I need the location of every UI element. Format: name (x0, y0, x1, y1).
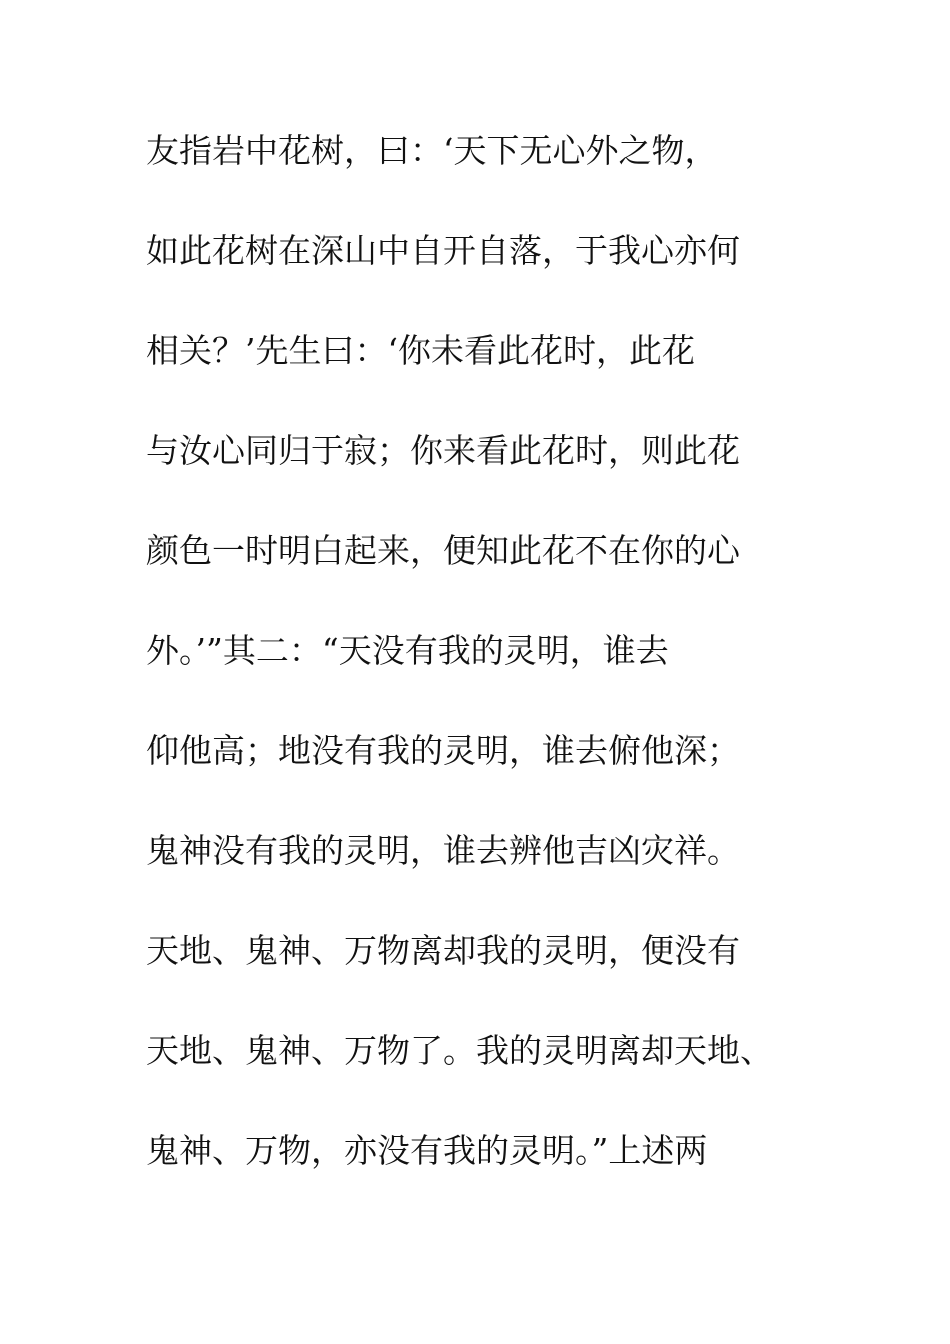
text-line: 外。’”其二：“天没有我的灵明，谁去 (146, 631, 669, 670)
text-line: 与汝心同归于寂；你来看此花时，则此花 (146, 431, 740, 470)
text-line: 颜色一时明白起来，便知此花不在你的心 (146, 531, 740, 570)
text-line: 友指岩中花树，曰：‘天下无心外之物， (146, 131, 718, 170)
text-line: 如此花树在深山中自开自落，于我心亦何 (146, 231, 740, 270)
text-line: 鬼神没有我的灵明，谁去辨他吉凶灾祥。 (146, 831, 740, 870)
text-line: 天地、鬼神、万物了。我的灵明离却天地、 (146, 1031, 773, 1070)
body-text (146, 126, 826, 1226)
text-line: 仰他高；地没有我的灵明，谁去俯他深； (146, 731, 740, 770)
text-line: 鬼神、万物，亦没有我的灵明。”上述两 (146, 1131, 708, 1170)
text-line: 天地、鬼神、万物离却我的灵明，便没有 (146, 931, 740, 970)
text-line: 相关？’先生曰：‘你未看此花时，此花 (146, 331, 695, 370)
